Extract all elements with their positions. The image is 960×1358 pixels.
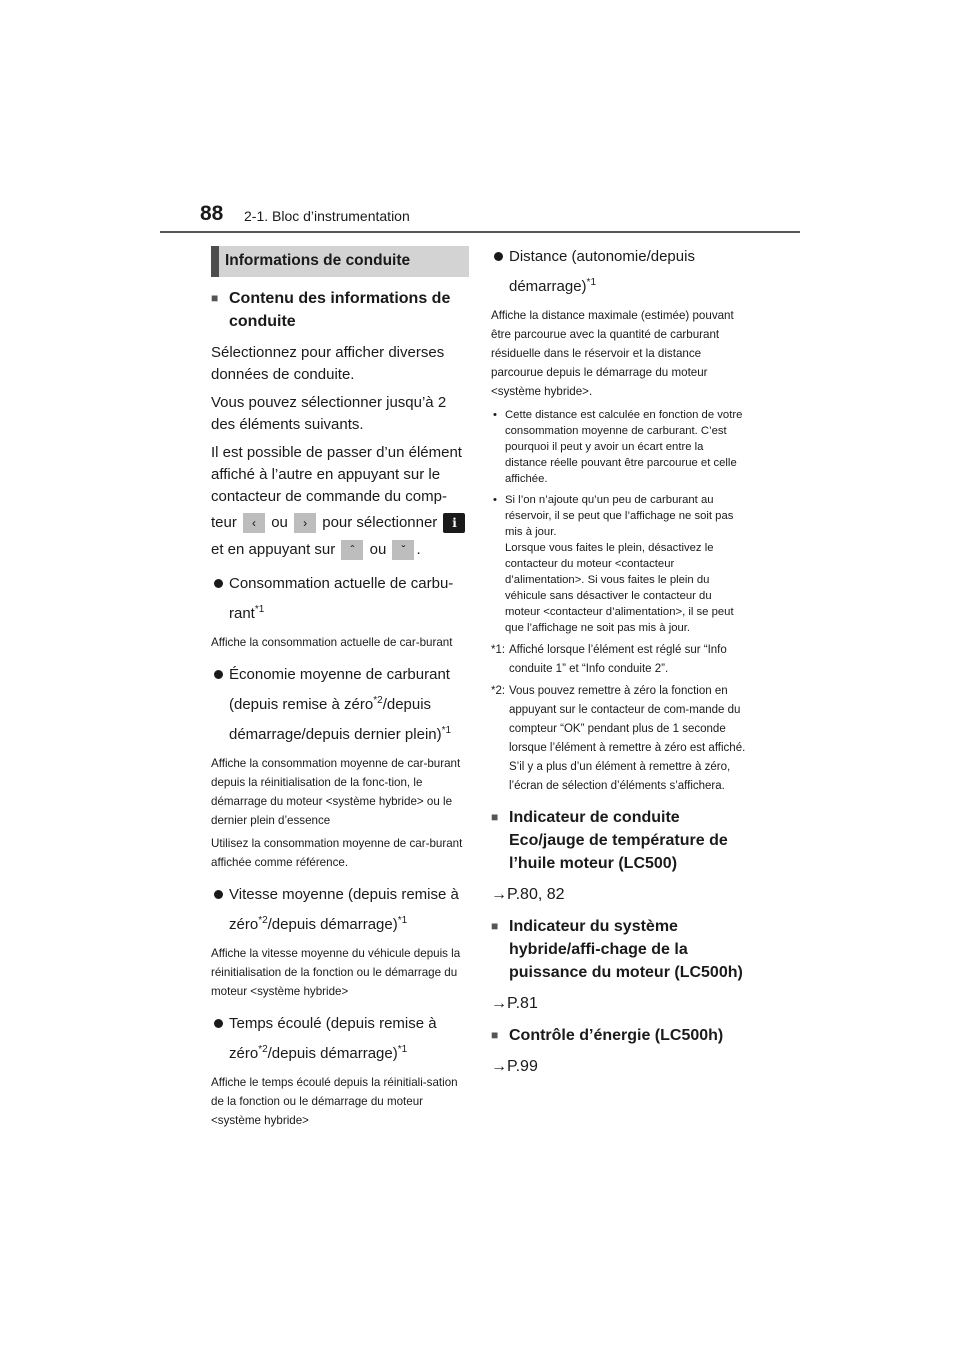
paragraph-limit: Vous pouvez sélectionner jusqu’à 2 des éléments suivants. (211, 394, 447, 433)
page-reference[interactable]: →P.80, 82 (491, 886, 565, 903)
subheading-energie: ■ Contrôle d’énergie (LC500h) (491, 1024, 746, 1047)
item-title: Vitesse moyenne (depuis remise à zéro (229, 886, 459, 933)
left-arrow-icon: ‹ (243, 513, 265, 533)
section-heading (211, 246, 469, 277)
item-desc: Affiche la consommation actuelle de car-burant (211, 636, 453, 649)
footnote-2 (491, 682, 746, 796)
page-reference[interactable]: →P.99 (491, 1058, 538, 1075)
up-arrow-icon: ˆ (341, 540, 363, 560)
paragraph-select: Sélectionnez pour afficher diverses données de conduite. (211, 344, 445, 383)
footnote-ref: *1 (586, 277, 596, 288)
text-period: . (416, 541, 421, 558)
footnote-ref: *1 (397, 915, 408, 926)
info-icon: i (443, 513, 465, 533)
item-temps-ecoule (211, 1011, 469, 1067)
subheading-contenu: ■ Contenu des informations de conduite (211, 287, 469, 333)
right-column (491, 244, 746, 1079)
footnote-text: Affiché lorsque l’élément est réglé sur “Info conduite 1” et “Info conduite 2”. (509, 644, 727, 675)
text-ou: ou (271, 514, 288, 531)
footnote-ref: *2 (373, 695, 383, 706)
footnote-mark: *2: (491, 685, 506, 697)
footnote-text: Vous pouvez remettre à zéro la fonction en appuyant sur le contacteur de com-mande du compteur “OK” pendant plus de 1 seconde lorsque l’élément à remettre à zéro est affiché. (509, 685, 746, 754)
item-title-cont: /depuis démarrage) (267, 916, 398, 933)
text-pour-selectionner: pour sélectionner (322, 514, 438, 531)
item-vitesse-moyenne (211, 882, 469, 938)
item-desc-note: Utilisez la consommation moyenne de car-burant affichée comme référence. (211, 837, 463, 869)
footnote-mark: *1: (491, 644, 506, 656)
item-desc: Affiche le temps écoulé depuis la réinitiali-sation de la fonction ou le démarrage du moteur <système hybride> (211, 1076, 458, 1127)
subheading-hybride: ■ Indicateur du système hybride/affi-chage de la puissance du moteur (LC500h) (491, 915, 746, 984)
item-title-cont: /depuis démarrage/depuis dernier plein) (229, 696, 442, 743)
subheading-eco: ■ Indicateur de conduite Eco/jauge de température de l’huile moteur (LC500) (491, 806, 746, 875)
section-title: 2-1. Bloc d’instrumentation (244, 208, 410, 224)
page-reference[interactable]: →P.81 (491, 995, 538, 1012)
footnote-ref: *2 (258, 915, 268, 926)
footnote-1 (491, 641, 746, 679)
paragraph-switch-line2 (211, 512, 469, 534)
item-desc: Affiche la vitesse moyenne du véhicule depuis la réinitialisation de la fonction ou le démarrage du moteur <système hybride> (211, 947, 461, 998)
note-bullet-text: • Si l’on n’ajoute qu’un peu de carburant au réservoir, il se peut que l’affichage ne soit pas mis à jour. (505, 494, 734, 538)
note-bullet (491, 492, 746, 636)
item-desc: Affiche la consommation moyenne de car-burant depuis la réinitialisation de la fonc-tion, le démarrage du moteur <système hybride> ou le dernier plein d’essence (211, 757, 461, 827)
item-title: Temps écoulé (depuis remise à zéro (229, 1015, 437, 1062)
item-distance (491, 244, 746, 300)
page-number: 88 (200, 202, 224, 225)
paragraph-switch-text: Il est possible de passer d’un élément affiché à l’autre en appuyant sur le contacteur de commande du comp- (211, 444, 462, 505)
note-bullet: • Cette distance est calculée en fonction de votre consommation moyenne de carburant. C’est pourquoi il peut y avoir un écart entre la distance réelle pouvant être parcourue et celle affichée. (491, 407, 746, 487)
text-ou-2: ou (369, 541, 387, 558)
item-title-cont: /depuis démarrage) (267, 1045, 398, 1062)
item-title: Distance (autonomie/depuis démarrage) (509, 248, 695, 295)
item-consommation-actuelle (211, 571, 469, 627)
left-column (211, 246, 469, 1130)
down-arrow-icon: ˇ (392, 540, 414, 560)
section-heading-text: Informations de conduite (225, 252, 411, 269)
item-desc: Affiche la distance maximale (estimée) pouvant être parcourue avec la quantité de carburant résiduelle dans le réservoir et la distance parcourue depuis le démarrage du moteur <système hybride>. (491, 309, 734, 398)
item-title: Économie moyenne de carburant (depuis remise à zéro (229, 666, 450, 713)
paragraph-switch-line3 (211, 539, 469, 561)
paragraph-switch (211, 442, 469, 508)
item-economie-moyenne (211, 662, 469, 748)
note-bullet-text: Lorsque vous faites le plein, désactivez le contacteur du moteur <contacteur d’alimentation>. Si vous faites le plein du véhicule sans désactiver le contacteur du moteur <contacteur d’alimentation>, il se peut que l’affichage ne soit pas mis à jour. (505, 542, 734, 634)
footnote-text: S’il y a plus d’un élément à remettre à zéro, l’écran de sélection d’éléments s’affichera. (509, 761, 731, 792)
header-divider (160, 231, 800, 233)
footnote-ref: *2 (258, 1044, 268, 1055)
text-teur: teur (211, 514, 237, 531)
footnote-ref: *1 (254, 604, 265, 615)
footnote-ref: *1 (441, 725, 452, 736)
text-et-en-appuyant: et en appuyant sur (211, 541, 336, 558)
right-arrow-icon: › (294, 513, 316, 533)
item-title: Consommation actuelle de carbu-rant (229, 575, 454, 622)
footnote-ref: *1 (397, 1044, 408, 1055)
